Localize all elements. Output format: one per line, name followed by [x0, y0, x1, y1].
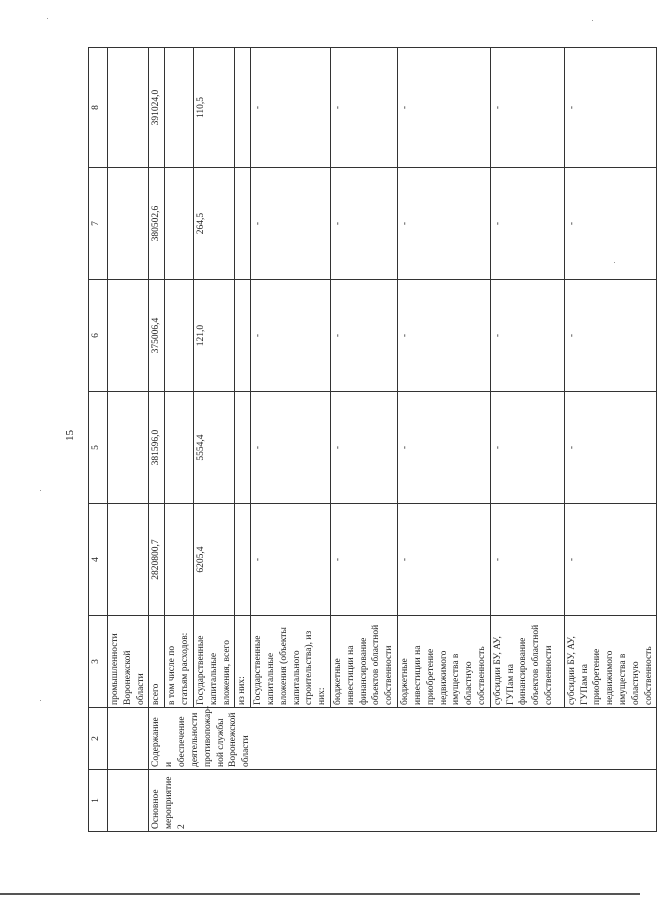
cell-value: - [331, 504, 398, 616]
cell-value: - [490, 504, 564, 616]
cell-value: - [398, 392, 491, 504]
scan-speck [592, 20, 593, 21]
cell-value: 110,5 [193, 48, 234, 168]
cell-value: - [564, 504, 657, 616]
cell-value: 6205,4 [193, 504, 234, 616]
cell-value: 375006,4 [149, 280, 165, 392]
col-header: 2 [89, 708, 108, 770]
cell-text: Государственные капитальные вложения, всего [193, 616, 234, 708]
cell-value: - [564, 48, 657, 168]
cell-value: - [398, 168, 491, 280]
cell-text: всего [149, 616, 165, 708]
cell-value: - [251, 48, 331, 168]
cell-value: 391024,0 [149, 48, 165, 168]
cell-value: - [398, 280, 491, 392]
cell-value: - [398, 504, 491, 616]
cell-value: 380502,6 [149, 168, 165, 280]
cell-value [165, 48, 194, 168]
scan-speck [47, 18, 48, 19]
col-header: 7 [89, 168, 108, 280]
cell-value: - [331, 392, 398, 504]
cell-value [235, 280, 251, 392]
cell-value: 121,0 [193, 280, 234, 392]
cell-value [235, 168, 251, 280]
cell-text: из них: [235, 616, 251, 708]
col-header: 8 [89, 48, 108, 168]
scan-speck [40, 700, 41, 701]
col-header: 5 [89, 392, 108, 504]
cell-value: 2820800,7 [149, 504, 165, 616]
header-row [89, 48, 108, 832]
cell-value: - [331, 48, 398, 168]
budget-table [88, 47, 657, 832]
cell-value: - [564, 280, 657, 392]
cell-value: - [490, 48, 564, 168]
cell-value [165, 392, 194, 504]
cell-value: - [251, 504, 331, 616]
cell-value: - [331, 280, 398, 392]
cell-value: 5554,4 [193, 392, 234, 504]
cell-value: - [331, 168, 398, 280]
cell-text: бюджетные инвестиции на приобретение недвижимого имущества в областную собственность [398, 616, 491, 708]
page-bottom-rule [0, 893, 640, 895]
table-row [149, 48, 165, 832]
col-header: 6 [89, 280, 108, 392]
cell-value: 264,5 [193, 168, 234, 280]
cell-value [165, 280, 194, 392]
cell-value: - [251, 392, 331, 504]
cell-value: - [490, 168, 564, 280]
cell-value: 381596,0 [149, 392, 165, 504]
continuation-row [108, 48, 149, 832]
cell-value: - [564, 392, 657, 504]
cell-text: субсидии БУ, АУ, ГУПам на финансирование объектов областной собственности [490, 616, 564, 708]
cell-value [235, 392, 251, 504]
cell-value: - [490, 280, 564, 392]
cell-text: бюджетные инвестиции на финансирование объектов областной собственности [331, 616, 398, 708]
scan-speck [40, 490, 41, 491]
rotated-table-wrapper [88, 48, 654, 832]
cell-value [165, 168, 194, 280]
cell-value: - [490, 392, 564, 504]
cell-text: Государственные капитальные вложения (объекты капитального строительства), из них: [251, 616, 331, 708]
col-header: 4 [89, 504, 108, 616]
cell-value [165, 504, 194, 616]
cell-text: субсидии БУ, АУ, ГУПам на приобретение недвижимого имущества в областную собственность [564, 616, 657, 708]
col-header: 3 [89, 616, 108, 708]
cell-value: - [564, 168, 657, 280]
main-activity-desc: Содержание и обеспечение деятельности противопожар-ной службы Воронежской области [149, 708, 657, 770]
cell-value: - [251, 280, 331, 392]
main-activity-label: Основное мероприятие 2 [149, 770, 657, 832]
cell-value: - [251, 168, 331, 280]
page-number: 15 [64, 430, 76, 441]
cell-text: промышленности Воронежской области [108, 616, 149, 708]
cell-value [235, 504, 251, 616]
cell-value: - [398, 48, 491, 168]
cell-value [235, 48, 251, 168]
col-header: 1 [89, 770, 108, 832]
cell-text: в том числе по статьям расходов: [165, 616, 194, 708]
